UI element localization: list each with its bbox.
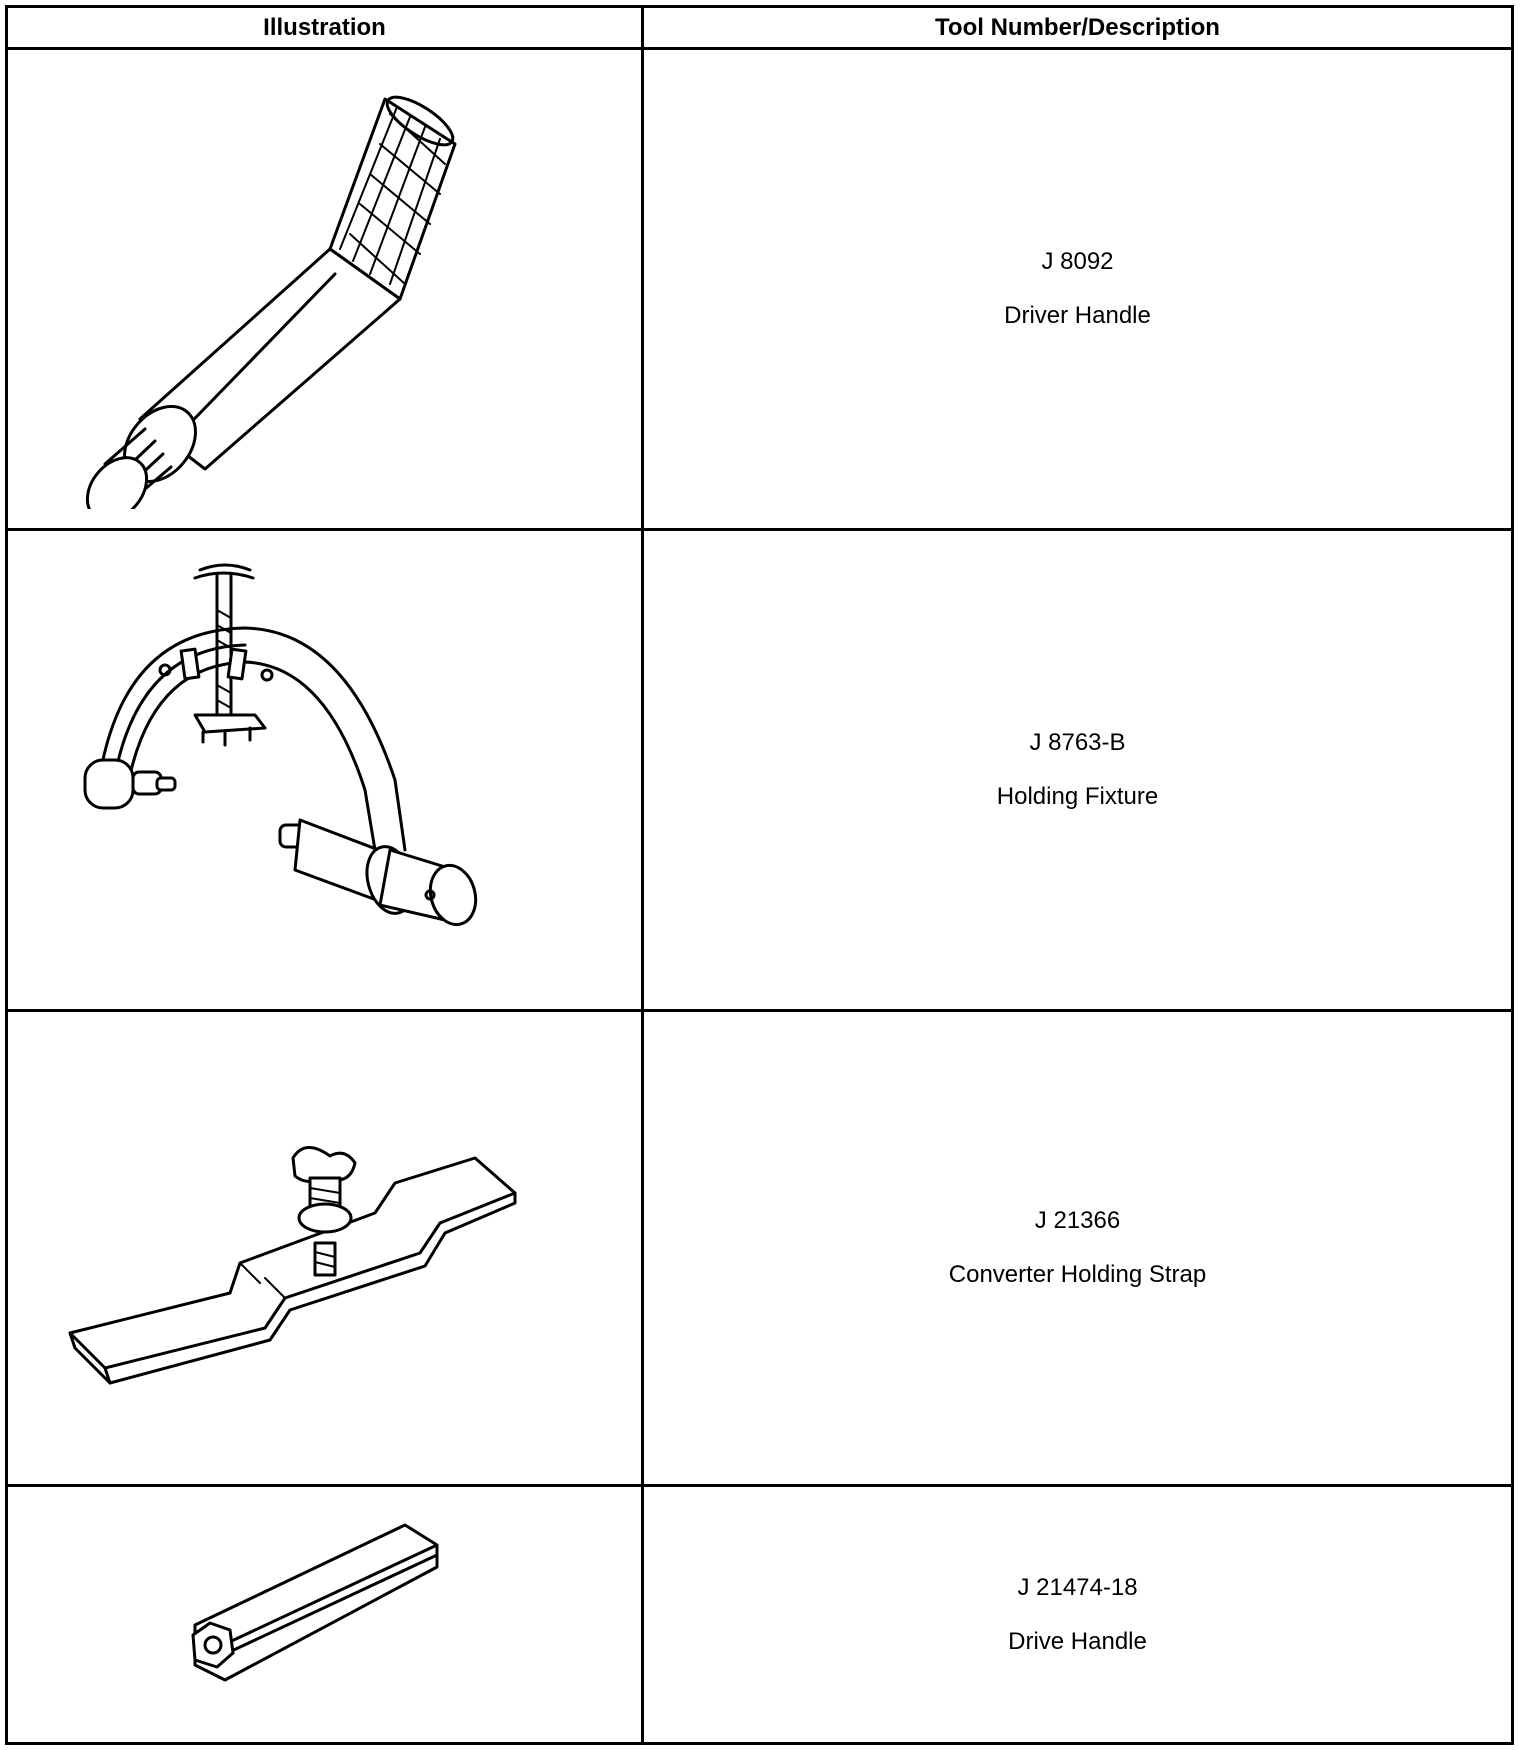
tool-number: J 21366 bbox=[1034, 1207, 1121, 1234]
header-tool-number-description: Tool Number/Description bbox=[643, 7, 1513, 49]
left-pin bbox=[85, 760, 175, 808]
table-row bbox=[7, 1011, 1513, 1486]
tool-description: Converter Holding Strap bbox=[948, 1261, 1207, 1288]
tool-description-cell bbox=[643, 49, 1513, 530]
tool-number: J 8763-B bbox=[1029, 729, 1126, 756]
illustration-cell bbox=[7, 49, 643, 530]
illustration-cell bbox=[7, 1011, 643, 1486]
right-barrel bbox=[280, 820, 482, 930]
table-header-row bbox=[7, 7, 1513, 49]
holding-fixture-illustration bbox=[45, 550, 605, 990]
tool-description: Drive Handle bbox=[1008, 1627, 1147, 1655]
special-tools-table bbox=[5, 5, 1514, 1745]
clamp-pad bbox=[195, 715, 265, 745]
t-handle-screw bbox=[195, 565, 253, 720]
table-row bbox=[7, 1486, 1513, 1744]
holding-strap-illustration bbox=[45, 1038, 605, 1458]
c-frame bbox=[100, 628, 405, 850]
tool-number: J 8092 bbox=[1041, 248, 1114, 275]
tool-description-cell bbox=[643, 530, 1513, 1011]
tool-description: Driver Handle bbox=[1004, 302, 1151, 329]
hex-bar bbox=[193, 1525, 437, 1680]
hex-drive-handle-illustration bbox=[45, 1505, 605, 1725]
illustration-cell bbox=[7, 1486, 643, 1744]
tool-description-cell bbox=[643, 1486, 1513, 1744]
illustration-cell bbox=[7, 530, 643, 1011]
strap-bar bbox=[70, 1158, 515, 1383]
driver-handle-illustration bbox=[45, 69, 605, 509]
tool-description-cell bbox=[643, 1011, 1513, 1486]
tool-number: J 21474-18 bbox=[1017, 1573, 1138, 1601]
table-row bbox=[7, 530, 1513, 1011]
tool-description: Holding Fixture bbox=[996, 783, 1159, 810]
table-row bbox=[7, 49, 1513, 530]
header-illustration: Illustration bbox=[7, 7, 643, 49]
